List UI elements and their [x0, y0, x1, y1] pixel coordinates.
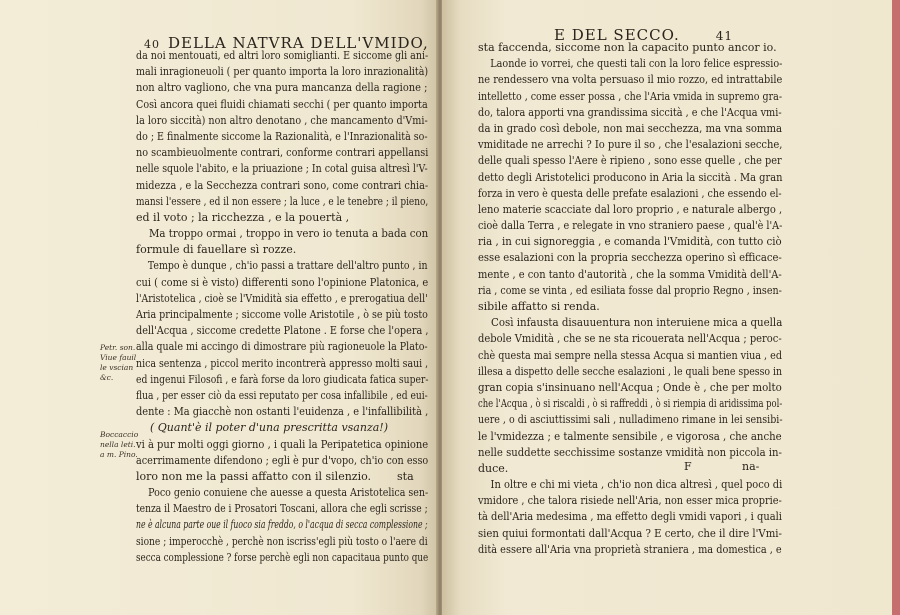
margin-note-line: nella leti. [100, 440, 136, 449]
text-line: In oltre e chi mi vieta , ch'io non dica altresì , quel poco di [490, 478, 783, 492]
text-line: Così infausta disauuentura non interuiene mica a quella [491, 316, 783, 330]
text-line: vmidore , che talora risiede nell'Aria, non esser mica proprie- [478, 494, 782, 508]
text-line: esse esalazioni con la propria secchezza operino sì efficace- [478, 251, 782, 265]
text-line: formule di fauellare sì rozze. [136, 243, 297, 257]
text-line: dell'Acqua , siccome credette Platone . E forse che l'opera , [136, 324, 429, 338]
running-head-left-title: DELLA NATVRA DELL'VMIDO, [168, 34, 429, 52]
margin-note-boccaccio [100, 430, 138, 460]
text-line: chè questa mai sempre nella stessa Acqua si mantien viua , ed [478, 348, 782, 362]
text-line: delle quali spesso l'Aere è ripieno , sono esse quelle , che per [478, 154, 782, 168]
text-line: che l'Acqua , ò si riscaldi , ò si raffreddi , ò si riempia di aridissima pol- [478, 397, 783, 411]
text-line: acerrimamente difendono ; egli è pur d'vopo, ch'io con esso [136, 453, 429, 467]
margin-note-line: Boccaccio [100, 430, 139, 439]
margin-note-petrarca [100, 343, 136, 383]
text-line: ed ingenui Filosofi , e farà forse da loro giudicata fatica super- [136, 372, 429, 386]
text-line: uere , o di asciuttissimi sali , nulladimeno rimane in lei sensibi- [478, 413, 783, 427]
text-line: sione ; imperocchè , perchè non iscriss'egli più tosto o l'aere di [136, 534, 428, 548]
text-line: tà dell'Aria medesima , ma effetto degli vmidi vapori , i quali [478, 510, 782, 524]
text-line: dità essere all'Aria vna proprietà straniera , ma domestica , e [478, 542, 782, 556]
text-line: Così ancora quei fluidi chiamati secchi ( per quanto importa [136, 97, 428, 111]
text-line: duce. [478, 461, 509, 475]
text-line: le l'vmidezza ; e talmente sensibile , e vigorosa , che anche [478, 429, 782, 443]
left-page [0, 0, 438, 615]
margin-note-line: a m. Pino. [100, 450, 138, 459]
text-line: l'Aristotelica , cioè se l'Vmidità sia effetto , e prerogatiua dell' [136, 291, 428, 305]
text-line: do ; E finalmente siccome la Razionalità, e l'Inrazionalità so- [136, 129, 428, 143]
text-line: da in grado così debole, non mai secchezza, ma vna somma [478, 121, 783, 135]
text-line: Ma troppo ormai , troppo in vero io tenuta a bada con [148, 227, 429, 241]
text-line: loro non me la passi affatto con il silenzio. [136, 469, 372, 483]
text-line: Tempo è dunque , ch'io passi a trattare dell'altro punto , in [147, 259, 428, 273]
text-line: ria , in cui signoreggia , e comanda l'Vmidità, con tutto ciò [478, 235, 782, 249]
signature-mark: F [684, 460, 692, 473]
text-line: Laonde io vorrei, che questi tali con la loro felice espressio- [490, 57, 783, 71]
text-line: mente , e con tanto d'autorità , che la somma Vmidità dell'A- [478, 267, 782, 281]
text-line: ed il voto ; la ricchezza , e la pouertà , [136, 210, 350, 224]
text-line: nelle suddette secchissime sostanze vmidità non piccola in- [478, 445, 782, 459]
text-line: secca complessione ? forse perchè egli non capacitaua punto que [136, 550, 429, 564]
text-line: intelletto , come esser possa , che l'Aria vmida in supremo gra- [478, 89, 783, 103]
text-line: Aria principalmente ; siccome volle Aristotile , ò se più tosto [136, 308, 428, 321]
text-line: flua , per esser ciò da essi reputato per cosa infallibile , ed eui- [136, 388, 428, 402]
left-body-text [136, 48, 428, 566]
running-head-right-title: E DEL SECCO. [554, 26, 680, 44]
text-line: illesa a dispetto delle secche esalazioni , le quali bene spesso in [478, 364, 783, 378]
margin-note-line: le vscian [100, 363, 134, 372]
text-line: la loro siccità) non altro denotano , che mancamento d'Vmi- [136, 113, 428, 127]
catchword-left: sta [397, 470, 414, 483]
text-line: no scambieuolmente contrari, conforme contrari appellansi [136, 146, 429, 160]
text-line: ne è alcuna parte oue il fuoco sia freddo, o l'acqua di secca complessione ; [136, 518, 428, 532]
text-line: mansi l'essere , ed il non essere ; la luce , e le tenebre ; il pieno, [136, 194, 429, 208]
page-number-left: 40 [144, 38, 160, 51]
text-line: nica sentenza , piccol merito incontrerà appresso molti saui , [136, 356, 429, 370]
text-line: vmiditade ne arrechi ? Io pure il so , che l'esalazioni secche, [478, 138, 783, 152]
text-line: ( Quant'è il poter d'una prescritta vsanza!) [150, 421, 389, 435]
text-line: forza in vero è questa delle prefate esalazioni , che essendo el- [478, 186, 782, 200]
text-line: sibile affatto si renda. [478, 300, 600, 313]
text-line: dente : Ma giacchè non ostanti l'euidenza , e l'infallibilità , [136, 405, 429, 419]
text-line: detto degli Aristotelici producono in Aria la siccità . Ma gran [478, 170, 783, 184]
page-number-right: 41 [715, 29, 734, 43]
margin-note-line: Petr. son. [100, 343, 136, 352]
text-line: sta faccenda, siccome non la capacito punto ancor io. [478, 41, 777, 54]
text-line: Poco genio conuiene che auesse a questa Aristotelica sen- [148, 486, 429, 500]
text-line: gran copia s'insinuano nell'Acqua ; Onde è , che per molto [478, 380, 782, 394]
right-body-text [478, 40, 782, 558]
text-line: alla quale mi accingo di dimostrare più ragioneuole la Plato- [136, 340, 428, 354]
text-line: do, talora apporti vna grandissima siccità , e che l'Acqua vmi- [478, 105, 782, 119]
text-line: ria , come se vinta , ed esiliata fosse dal proprio Regno , insen- [478, 283, 782, 297]
margin-note-line: &c. [100, 373, 114, 382]
text-line: ne rendessero vna volta persuaso il mio rozzo, ed intrattabile [478, 73, 783, 87]
text-line: vi à pur molti oggi giorno , i quali la Peripatetica opinione [136, 437, 429, 451]
text-line: non altro vagliono, che vna pura mancanza della ragione ; [136, 81, 428, 95]
text-line: debole Vmidità , che se ne sta ricouerata nell'Acqua ; peroc- [478, 332, 782, 346]
text-line: midezza , e la Secchezza contrari sono, come contrari chia- [136, 178, 429, 192]
text-line: tenza il Maestro de i Prosatori Toscani, allora che egli scrisse ; [136, 502, 428, 516]
text-line: cui ( come si è visto) differenti sono l'opinione Platonica, e [136, 275, 429, 289]
text-line: da noi mentouati, ed altri loro somiglianti. E siccome gli ani- [136, 49, 429, 62]
text-line: sien quiui formontati dall'Acqua ? E certo, che il dire l'Vmi- [478, 526, 782, 540]
text-line: nelle squole l'abito, e la priuazione ; In cotal guisa altresì l'V- [136, 162, 428, 176]
right-page [442, 0, 900, 615]
cover-edge [892, 0, 900, 615]
margin-note-line: Viue fauil [100, 353, 137, 362]
text-line: cioè dalla Terra , e relegate in vno straniero paese , qual'è l'A- [478, 219, 783, 233]
text-line: mali inragioneuoli ( per quanto importa la loro inrazionalità) [136, 65, 429, 79]
catchword-right: na- [742, 460, 760, 473]
text-line: leno materie scacciate dal loro proprio , e naturale albergo , [478, 202, 783, 216]
